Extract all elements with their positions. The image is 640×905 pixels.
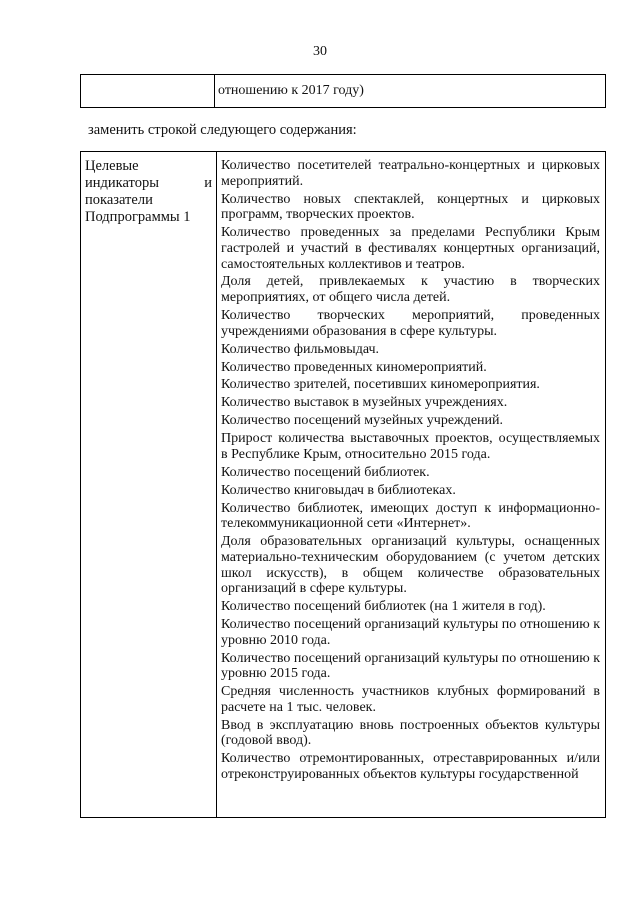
indicator-item: Количество посещений организаций культуры по отношению к уровню 2015 года.: [221, 650, 600, 682]
indicator-item: Количество зрителей, посетивших киномероприятия.: [221, 377, 540, 393]
indicator-item: Количество выставок в музейных учреждениях.: [221, 395, 508, 411]
top-table-left-cell: [81, 75, 215, 108]
indicator-item: Количество проведенных за пределами Республики Крым гастролей и участий в фестивалях концертных организаций, самостоятельных коллективов и театров.: [221, 225, 600, 272]
indicators-list-cell: [217, 152, 606, 818]
label-line-2: индикаторы и: [85, 175, 212, 191]
instruction-text: заменить строкой следующего содержания:: [88, 122, 357, 138]
indicators-label-cell: [81, 152, 217, 818]
indicator-item: Доля детей, привлекаемых к участию в творческих мероприятиях, от общего числа детей.: [221, 274, 600, 306]
label-line-1: Целевые: [85, 158, 139, 174]
page-number: 30: [313, 44, 327, 59]
label-line-3: показатели: [85, 192, 153, 208]
indicator-item: Количество отремонтированных, отреставрированных и/или отреконструированных объектов культуры государственной: [221, 751, 600, 783]
label-line-4: Подпрограммы 1: [85, 209, 191, 225]
indicator-item: Количество посещений библиотек (на 1 жителя в год).: [221, 599, 546, 615]
indicator-item: Количество новых спектаклей, концертных и цирковых программ, творческих проектов.: [221, 191, 600, 223]
indicator-item: Количество посетителей театрально-концертных и цирковых мероприятий.: [221, 158, 600, 189]
indicator-item: Количество посещений музейных учреждений.: [221, 413, 504, 429]
indicator-item: Ввод в эксплуатацию вновь построенных объектов культуры (годовой ввод).: [221, 717, 600, 749]
top-table-right-cell: отношению к 2017 году): [215, 75, 606, 108]
indicator-item: Количество посещений библиотек.: [221, 464, 430, 480]
indicator-item: Количество фильмовыдач.: [221, 341, 380, 357]
indicator-item: Прирост количества выставочных проектов, осуществляемых в Республике Крым, относительно 2015 года.: [221, 431, 600, 462]
indicator-item: Количество посещений организаций культуры по отношению к уровню 2010 года.: [221, 616, 600, 648]
indicator-item: Средняя численность участников клубных формирований в расчете на 1 тыс. человек.: [221, 684, 600, 715]
indicator-item: Количество творческих мероприятий, проведенных учреждениями образования в сфере культуры.: [221, 308, 600, 339]
indicator-item: Количество проведенных киномероприятий.: [221, 359, 487, 375]
indicator-item: Доля образовательных организаций культуры, оснащенных материально-техническим оборудованием (с учетом детских школ искусств), в общем количестве образовательных организаций в сфере культуры.: [221, 534, 600, 597]
indicator-item: Количество книговыдач в библиотеках.: [221, 482, 456, 498]
indicators-table: [80, 151, 606, 818]
previous-table-fragment: [80, 74, 606, 108]
indicator-item: Количество библиотек, имеющих доступ к информационно-телекоммуникационной сети «Интернет».: [221, 500, 600, 532]
